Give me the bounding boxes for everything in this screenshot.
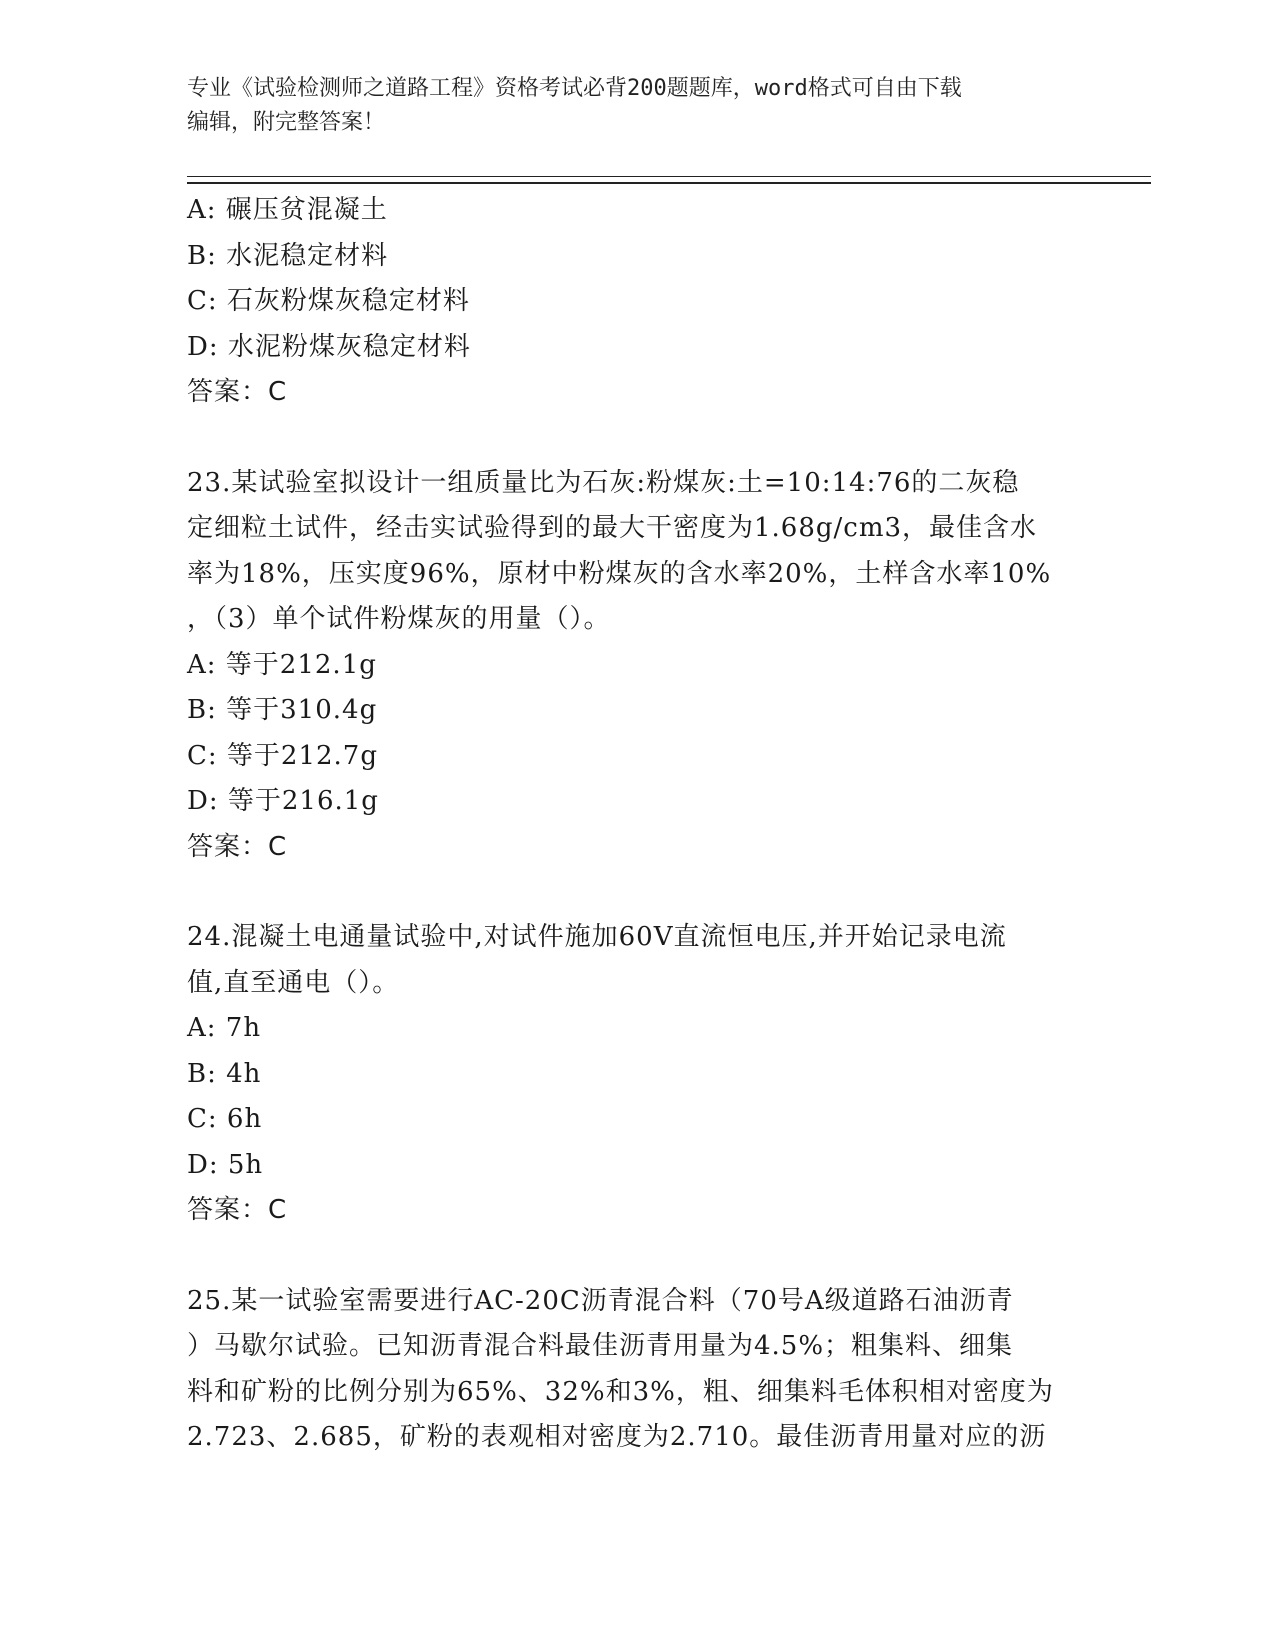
question-25 — [187, 1279, 1087, 1461]
question-stem-line: ，（3）单个试件粉煤灰的用量（）。 — [187, 604, 611, 634]
question-stem-line: 25.某一试验室需要进行AC-20C沥青混合料（70号A级道路石油沥青 — [187, 1285, 1014, 1316]
spacer — [187, 870, 1087, 915]
option-d: D: 5h — [187, 1149, 264, 1180]
spacer — [187, 416, 1087, 461]
option-a: A: 等于212.1g — [187, 649, 377, 680]
answer: 答案：C — [187, 831, 288, 862]
question-stem-line: 2.723、2.685，矿粉的表观相对密度为2.710。最佳沥青用量对应的沥 — [187, 1422, 1047, 1452]
header-line-2: 编辑，附完整答案！ — [187, 110, 386, 135]
question-22 — [187, 188, 1087, 416]
option-d: D: 水泥粉煤灰稳定材料 — [187, 331, 471, 362]
header-line-1: 专业《试验检测师之道路工程》资格考试必背200题题库，word格式可自由下载 — [187, 76, 962, 101]
header-divider — [187, 176, 1151, 177]
question-stem-line: 料和矿粉的比例分别为65%、32%和3%，粗、细集料毛体积相对密度为 — [187, 1376, 1054, 1407]
option-a: A: 7h — [187, 1013, 262, 1043]
option-d: D: 等于216.1g — [187, 786, 379, 816]
spacer — [187, 1234, 1087, 1279]
question-stem-line: 值,直至通电（）。 — [187, 967, 400, 998]
question-stem-line: 定细粒土试件，经击实试验得到的最大干密度为1.68g/cm3，最佳含水 — [187, 513, 1038, 543]
question-stem-line: 24.混凝土电通量试验中,对试件施加60V直流恒电压,并开始记录电流 — [187, 922, 1007, 952]
option-c: C: 6h — [187, 1104, 263, 1134]
answer: 答案：C — [187, 1195, 288, 1225]
option-b: B: 4h — [187, 1058, 262, 1089]
option-b: B: 等于310.4g — [187, 695, 378, 725]
page-header — [187, 72, 1067, 140]
option-c: C: 石灰粉煤灰稳定材料 — [187, 286, 470, 316]
question-stem-line: 率为18%，压实度96%，原材中粉煤灰的含水率20%，土样含水率10% — [187, 558, 1052, 589]
answer: 答案：C — [187, 377, 288, 407]
option-a: A: 碾压贫混凝土 — [187, 195, 388, 225]
option-b: B: 水泥稳定材料 — [187, 240, 389, 271]
question-stem-line: 23.某试验室拟设计一组质量比为石灰:粉煤灰:土=10:14:76的二灰稳 — [187, 467, 1020, 498]
header-divider-thick — [187, 182, 1151, 184]
question-24 — [187, 915, 1087, 1234]
document-body — [187, 188, 1087, 1461]
question-23 — [187, 461, 1087, 871]
question-stem-line: ）马歇尔试验。已知沥青混合料最佳沥青用量为4.5%；粗集料、细集 — [187, 1331, 1014, 1361]
option-c: C: 等于212.7g — [187, 740, 378, 771]
